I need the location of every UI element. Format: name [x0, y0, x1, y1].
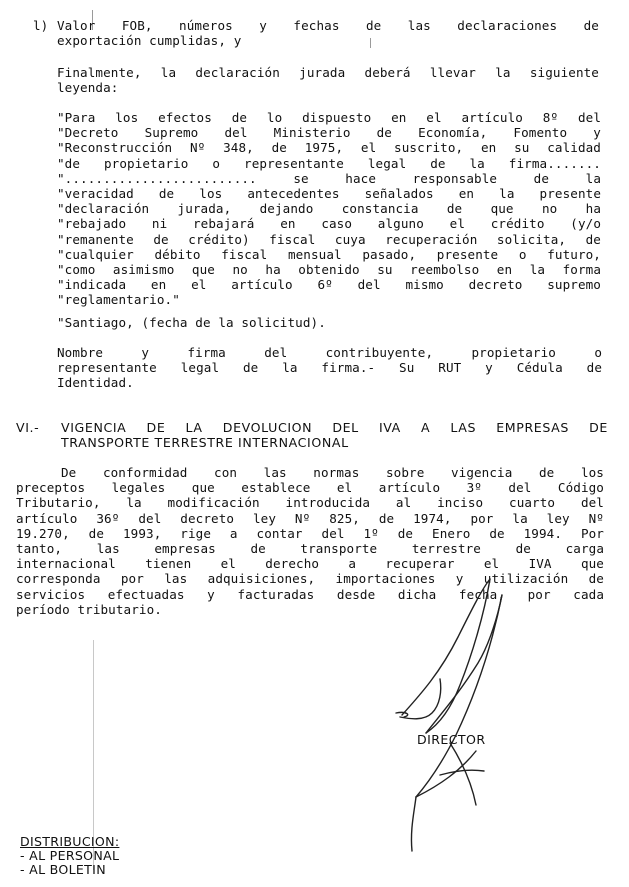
leyenda-line: "reglamentario." [57, 292, 180, 308]
signatory-title [417, 732, 517, 747]
distribution-item: - AL BOLETIN [20, 862, 106, 877]
distribution-item: - AL PERSONAL [20, 848, 120, 863]
leyenda-line: "Reconstrucción Nº 348, de 1975, el suscrito, en su calidad [57, 140, 601, 156]
signature-instructions-line: representante legal de la firma.- Su RUT y Cédula de [57, 360, 602, 376]
item-l-line: Valor FOB, números y fechas de las declaraciones de [57, 18, 599, 33]
signature-instructions [57, 345, 602, 391]
item-l-marker: l) [33, 18, 49, 33]
leyenda-intro-line: leyenda: [57, 80, 119, 96]
leyenda-line: "......................... se hace responsable de la [57, 170, 601, 186]
item-l [33, 18, 599, 48]
leyenda-line: "declaración jurada, dejando constancia de que no ha [57, 201, 601, 217]
leyenda-line: "como asimismo que no ha obtenido su reembolso en la forma [57, 262, 601, 278]
distribution-list [20, 835, 220, 877]
leyenda-line: "rebajado ni rebajará en caso alguno el crédito (y/o [57, 216, 601, 232]
paragraph-line: período tributario. [16, 601, 162, 617]
leyenda-line: "veracidad de los antecedentes señalados en la presente [57, 186, 601, 202]
paragraph-line: preceptos legales que establece el artículo 3º del Código [16, 480, 604, 496]
section-vi-heading [16, 420, 608, 450]
paragraph-line: De conformidad con las normas sobre vigencia de los [61, 465, 604, 480]
paragraph-line: Tributario, la modificación introducida al inciso cuarto del [16, 495, 604, 511]
leyenda-line: "remanente de crédito) fiscal cuya recuperación solicita, de [57, 231, 601, 247]
section-vi-title-line: TRANSPORTE TERRESTRE INTERNACIONAL [61, 435, 349, 451]
leyenda-intro-line: Finalmente, la declaración jurada deberá llevar la siguiente [57, 65, 599, 80]
paragraph-line: servicios efectuadas y facturadas desde dicha fecha, por cada [16, 586, 604, 602]
leyenda-intro [57, 65, 599, 95]
signatory-title-text: DIRECTOR [417, 732, 486, 747]
handwritten-signature [380, 575, 580, 860]
paragraph-line: corresponda por las adquisiciones, importaciones y utilización de [16, 571, 604, 587]
leyenda-line: "indicada en el artículo 6º del mismo decreto supremo [57, 277, 601, 293]
paragraph-line: 19.270, de 1993, rige a contar del 1º de Enero de 1994. Por [16, 525, 604, 541]
paragraph-line: artículo 36º del decreto ley Nº 825, de 1974, por la ley Nº [16, 510, 604, 526]
leyenda-line: "de propietario o representante legal de la firma....... [57, 155, 601, 171]
place-date-text: "Santiago, (fecha de la solicitud). [57, 315, 326, 330]
paragraph-line: internacional tienen el derecho a recuperar el IVA que [16, 556, 604, 572]
signature-instructions-line: Identidad. [57, 375, 134, 391]
leyenda-line: "cualquier débito fiscal mensual pasado, presente o futuro, [57, 246, 601, 262]
place-date-line [57, 315, 599, 330]
distribution-title: DISTRIBUCION: [20, 834, 120, 849]
leyenda-line: "Decreto Supremo del Ministerio de Economía, Fomento y [57, 125, 601, 141]
paragraph-line: tanto, las empresas de transporte terrestre de carga [16, 541, 604, 557]
item-l-line: exportación cumplidas, y [57, 33, 242, 49]
section-vi-marker: VI.- [16, 420, 40, 435]
leyenda-quote [57, 110, 601, 308]
section-vi-title-line: VIGENCIA DE LA DEVOLUCION DEL IVA A LAS EMPRESAS DE [61, 420, 608, 435]
leyenda-line: "Para los efectos de lo dispuesto en el artículo 8º del [57, 110, 601, 125]
signature-instructions-line: Nombre y firma del contribuyente, propietario o [57, 345, 602, 360]
